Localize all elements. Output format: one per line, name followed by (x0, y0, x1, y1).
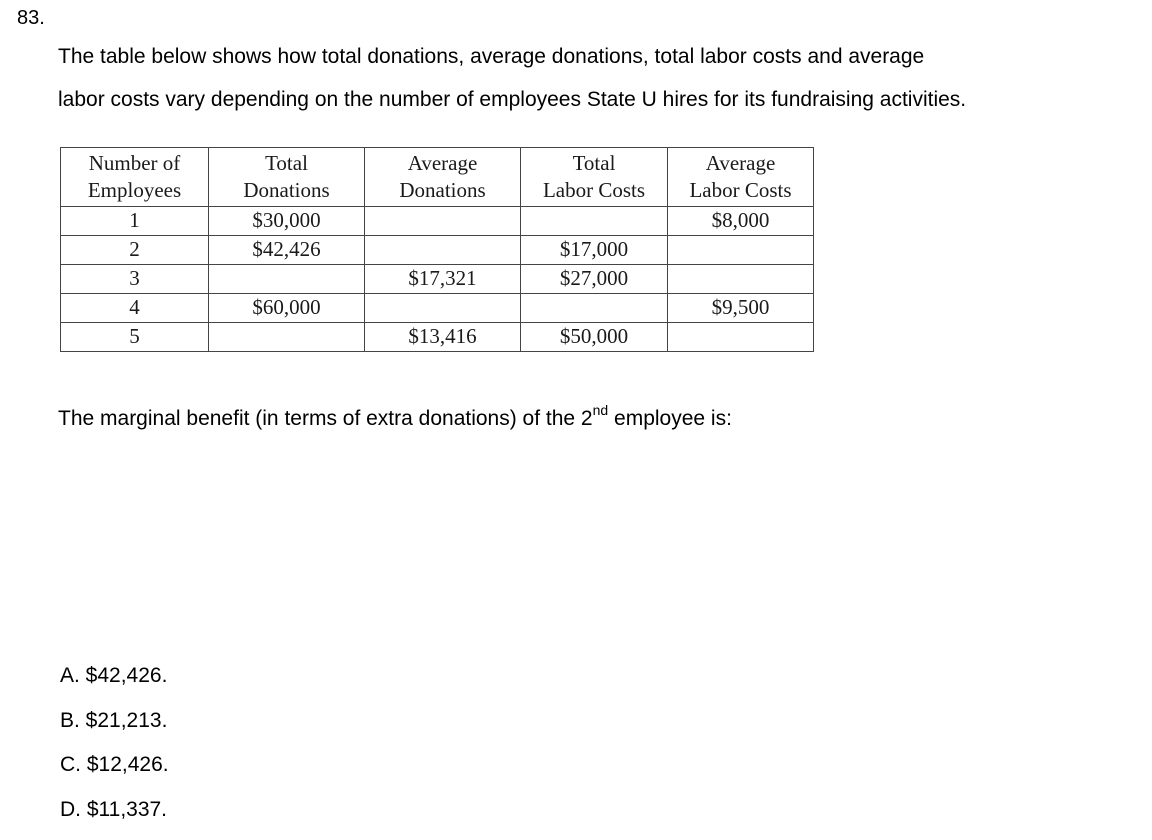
option-b[interactable]: B. $21,213. (60, 707, 169, 752)
cell-total-labor-costs (521, 207, 668, 236)
cell-average-donations: $17,321 (365, 265, 521, 294)
intro-line-2: labor costs vary depending on the number of employees State U hires for its fundraising activities. (58, 78, 1138, 121)
option-d[interactable]: D. $11,337. (60, 796, 169, 840)
header-line: Labor Costs (668, 177, 813, 204)
cell-total-donations: $30,000 (209, 207, 365, 236)
table-row (61, 294, 814, 323)
header-line: Average (668, 150, 813, 177)
cell-average-donations (365, 236, 521, 265)
cell-average-labor-costs (668, 265, 814, 294)
header-line: Labor Costs (521, 177, 667, 204)
cell-average-labor-costs: $8,000 (668, 207, 814, 236)
cell-employees: 5 (61, 323, 209, 352)
cell-employees: 1 (61, 207, 209, 236)
header-line: Total (209, 150, 364, 177)
header-number-of-employees (61, 148, 209, 207)
cell-total-labor-costs (521, 294, 668, 323)
header-line: Average (365, 150, 520, 177)
header-line: Total (521, 150, 667, 177)
table-row (61, 265, 814, 294)
cell-average-labor-costs: $9,500 (668, 294, 814, 323)
cell-average-labor-costs (668, 323, 814, 352)
header-line: Employees (61, 177, 208, 204)
question-text (58, 405, 732, 433)
question-text-before: The marginal benefit (in terms of extra donations) of the 2 (58, 407, 593, 430)
question-text-after: employee is: (608, 407, 732, 430)
option-a[interactable]: A. $42,426. (60, 662, 169, 707)
cell-average-donations (365, 294, 521, 323)
cell-total-labor-costs: $17,000 (521, 236, 668, 265)
header-line: Donations (209, 177, 364, 204)
cell-employees: 3 (61, 265, 209, 294)
header-average-labor-costs (668, 148, 814, 207)
intro-text (58, 35, 1138, 121)
cell-total-donations (209, 323, 365, 352)
header-line: Number of (61, 150, 208, 177)
cell-total-labor-costs: $50,000 (521, 323, 668, 352)
cell-average-donations: $13,416 (365, 323, 521, 352)
cell-total-donations: $42,426 (209, 236, 365, 265)
table-row (61, 323, 814, 352)
cell-employees: 2 (61, 236, 209, 265)
table-header-row (61, 148, 814, 207)
question-number: 83. (17, 8, 45, 28)
cell-employees: 4 (61, 294, 209, 323)
header-average-donations (365, 148, 521, 207)
data-table (60, 147, 814, 352)
header-total-donations (209, 148, 365, 207)
cell-total-donations (209, 265, 365, 294)
answer-options (60, 662, 169, 840)
option-c[interactable]: C. $12,426. (60, 751, 169, 796)
cell-total-donations: $60,000 (209, 294, 365, 323)
table-row (61, 236, 814, 265)
question-superscript: nd (593, 402, 609, 418)
table-row (61, 207, 814, 236)
cell-total-labor-costs: $27,000 (521, 265, 668, 294)
intro-line-1: The table below shows how total donations, average donations, total labor costs and average (58, 35, 1138, 78)
cell-average-labor-costs (668, 236, 814, 265)
cell-average-donations (365, 207, 521, 236)
header-total-labor-costs (521, 148, 668, 207)
header-line: Donations (365, 177, 520, 204)
